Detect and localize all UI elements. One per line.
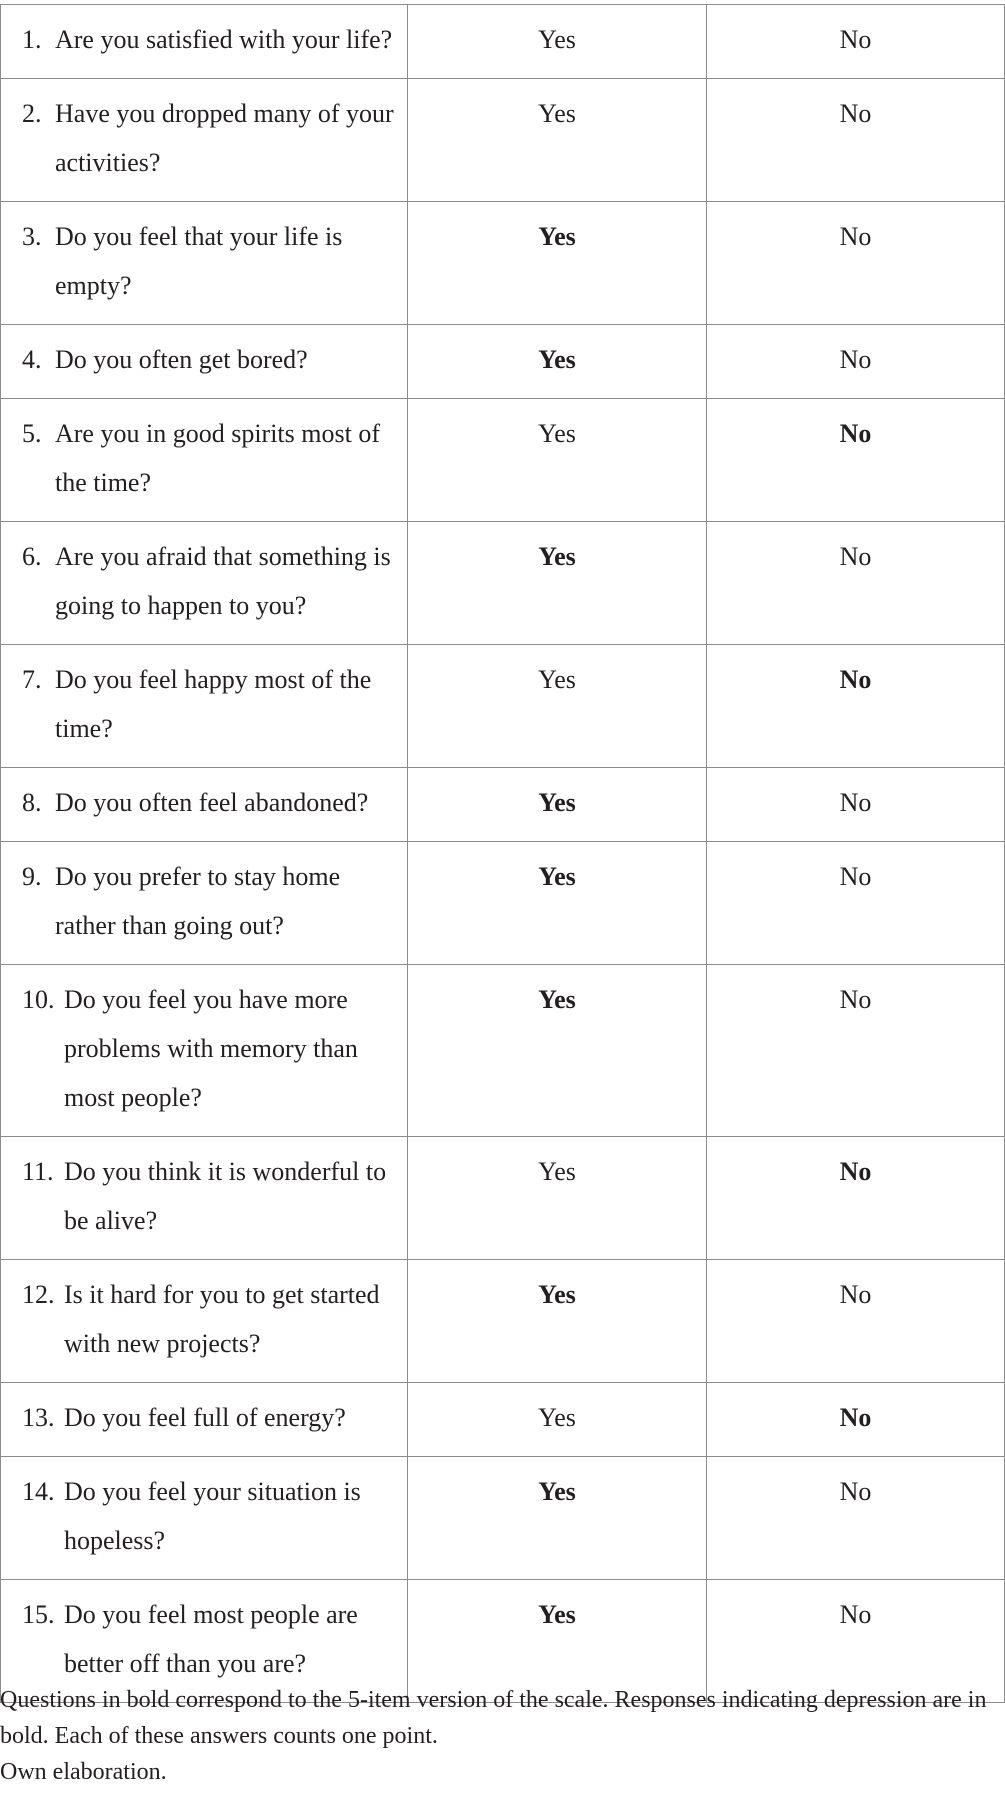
table-row <box>1 768 1005 842</box>
question-number: 2. <box>22 99 42 128</box>
question-text: Do you feel most people are better off than you are? <box>64 1600 358 1678</box>
yes-answer-cell: Yes <box>408 79 707 202</box>
no-answer-cell: No <box>707 965 1005 1137</box>
no-answer-cell: No <box>707 325 1005 399</box>
question-text: Are you satisfied with your life? <box>55 25 393 54</box>
no-answer-cell: No <box>707 1580 1005 1703</box>
table-footnotes <box>0 1682 1000 1790</box>
table-row <box>1 202 1005 325</box>
question-number: 3. <box>22 222 42 251</box>
question-cell <box>1 79 408 202</box>
question-cell <box>1 522 408 645</box>
yes-answer-cell: Yes <box>408 842 707 965</box>
question-text: Do you feel you have more problems with memory than most people? <box>64 985 358 1112</box>
question-number: 14. <box>22 1477 55 1506</box>
yes-answer-cell: Yes <box>408 1383 707 1457</box>
question-text: Do you feel that your life is empty? <box>55 222 343 300</box>
question-number: 13. <box>22 1403 55 1432</box>
question-text: Are you in good spirits most of the time? <box>55 419 380 497</box>
question-number: 11. <box>22 1157 54 1186</box>
question-cell <box>1 202 408 325</box>
question-text: Do you feel full of energy? <box>64 1403 346 1432</box>
question-cell <box>1 399 408 522</box>
question-cell <box>1 5 408 79</box>
yes-answer-cell: Yes <box>408 965 707 1137</box>
question-text: Is it hard for you to get started with new projects? <box>64 1280 380 1358</box>
no-answer-cell: No <box>707 522 1005 645</box>
no-answer-cell: No <box>707 5 1005 79</box>
table-row <box>1 965 1005 1137</box>
table-row <box>1 1383 1005 1457</box>
table-body <box>1 5 1005 1703</box>
question-number: 6. <box>22 542 42 571</box>
question-cell <box>1 842 408 965</box>
yes-answer-cell: Yes <box>408 399 707 522</box>
source-note: Own elaboration. <box>0 1759 167 1785</box>
question-text: Do you often get bored? <box>55 345 308 374</box>
table-row <box>1 1137 1005 1260</box>
question-number: 5. <box>22 419 42 448</box>
table-row <box>1 399 1005 522</box>
yes-answer-cell: Yes <box>408 1580 707 1703</box>
yes-answer-cell: Yes <box>408 522 707 645</box>
question-cell <box>1 645 408 768</box>
table-row <box>1 325 1005 399</box>
question-text: Do you often feel abandoned? <box>55 788 369 817</box>
question-number: 1. <box>22 25 42 54</box>
table-row <box>1 842 1005 965</box>
no-answer-cell: No <box>707 202 1005 325</box>
question-cell <box>1 1260 408 1383</box>
table-row <box>1 1457 1005 1580</box>
table-row <box>1 5 1005 79</box>
table-row <box>1 79 1005 202</box>
no-answer-cell: No <box>707 768 1005 842</box>
yes-answer-cell: Yes <box>408 768 707 842</box>
question-text: Do you think it is wonderful to be alive? <box>64 1157 387 1235</box>
no-answer-cell: No <box>707 399 1005 522</box>
question-cell <box>1 965 408 1137</box>
table-row <box>1 645 1005 768</box>
no-answer-cell: No <box>707 79 1005 202</box>
no-answer-cell: No <box>707 645 1005 768</box>
question-number: 12. <box>22 1280 55 1309</box>
no-answer-cell: No <box>707 1137 1005 1260</box>
footnote-text: Questions in bold correspond to the 5-item version of the scale. Responses indicating depression are in bold. Each of these answers counts one point. <box>0 1687 987 1749</box>
no-answer-cell: No <box>707 1260 1005 1383</box>
question-number: 4. <box>22 345 42 374</box>
question-cell <box>1 1137 408 1260</box>
yes-answer-cell: Yes <box>408 1260 707 1383</box>
question-number: 8. <box>22 788 42 817</box>
yes-answer-cell: Yes <box>408 5 707 79</box>
question-cell <box>1 325 408 399</box>
question-number: 10. <box>22 985 55 1014</box>
question-text: Do you feel your situation is hopeless? <box>64 1477 361 1555</box>
question-text: Are you afraid that something is going to happen to you? <box>55 542 391 620</box>
question-text: Have you dropped many of your activities? <box>55 99 394 177</box>
yes-answer-cell: Yes <box>408 1457 707 1580</box>
yes-answer-cell: Yes <box>408 1137 707 1260</box>
yes-answer-cell: Yes <box>408 202 707 325</box>
no-answer-cell: No <box>707 1383 1005 1457</box>
depression-scale-table <box>0 4 1005 1703</box>
yes-answer-cell: Yes <box>408 325 707 399</box>
question-cell <box>1 768 408 842</box>
yes-answer-cell: Yes <box>408 645 707 768</box>
question-number: 15. <box>22 1600 55 1629</box>
question-text: Do you prefer to stay home rather than going out? <box>55 862 341 940</box>
no-answer-cell: No <box>707 1457 1005 1580</box>
question-number: 9. <box>22 862 42 891</box>
question-cell <box>1 1383 408 1457</box>
no-answer-cell: No <box>707 842 1005 965</box>
question-number: 7. <box>22 665 42 694</box>
table-row <box>1 522 1005 645</box>
question-cell <box>1 1457 408 1580</box>
table-row <box>1 1260 1005 1383</box>
question-text: Do you feel happy most of the time? <box>55 665 372 743</box>
